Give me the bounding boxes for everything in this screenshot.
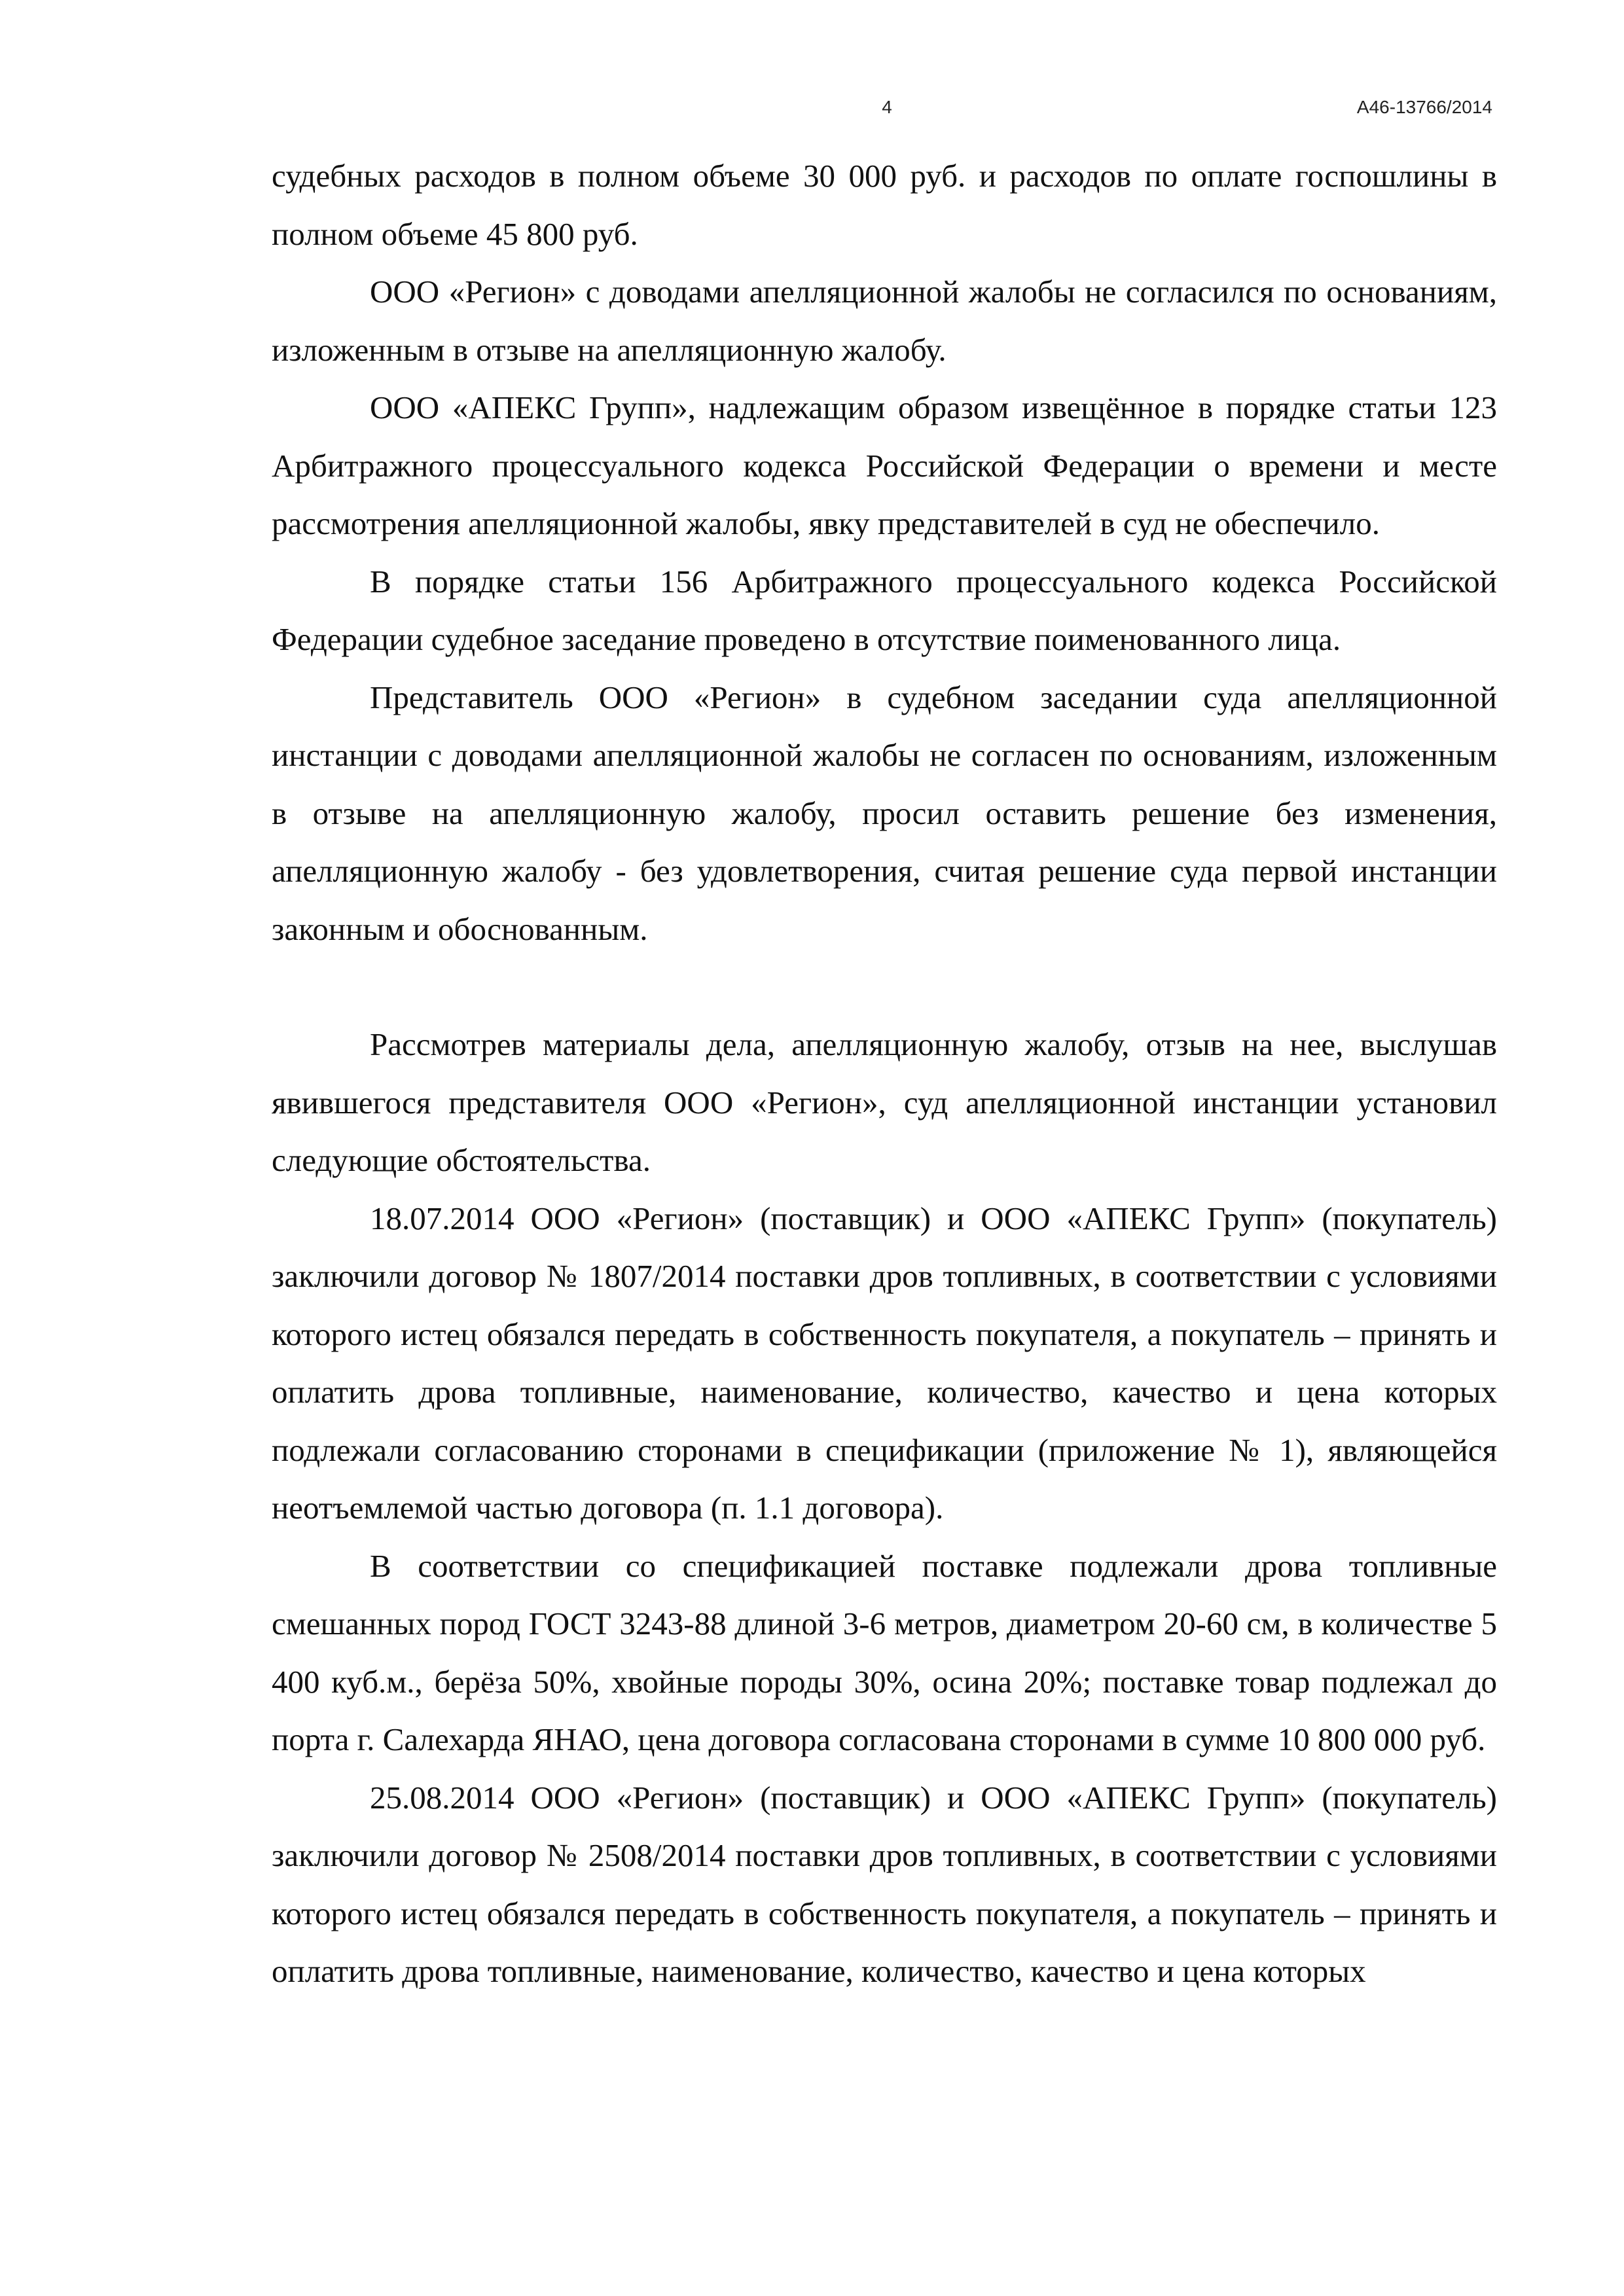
paragraph-apex-notice: ООО «АПЕКС Групп», надлежащим образом извещённое в порядке статьи 123 Арбитражного процессуального кодекса Российской Федерации о времени и месте рассмотрения апелляционной жалобы, явку представителей в суд не обеспечило.: [272, 389, 1497, 541]
paragraph-contract-2508: 25.08.2014 ООО «Регион» (поставщик) и ООО «АПЕКС Групп» (покупатель) заключили договор № 2508/2014 поставки дров топливных, в соответствии с условиями которого истец обязался передать в собственность покупателя, а покупатель – принять и оплатить дрова топливные, наименование, количество, качество и цена которых: [272, 1779, 1497, 1989]
paragraph-continuation: судебных расходов в полном объеме 30 000 руб. и расходов по оплате госпошлины в полном объеме 45 800 руб.: [272, 158, 1497, 252]
paragraph-region-representative: Представитель ООО «Регион» в судебном заседании суда апелляционной инстанции с доводами апелляционной жалобы не согласен по основаниям, изложенным в отзыве на апелляционную жалобу, просил оставить решение без изменения, апелляционную жалобу - без удовлетворения, считая решение суда первой инстанции законным и обоснованным.: [272, 679, 1497, 947]
paragraph-court-findings: Рассмотрев материалы дела, апелляционную жалобу, отзыв на нее, выслушав явившегося представителя ООО «Регион», суд апелляционной инстанции установил следующие обстоятельства.: [272, 1026, 1497, 1178]
paragraph-specification: В соответствии со спецификацией поставке подлежали дрова топливные смешанных пород ГОСТ 3243-88 длиной 3-6 метров, диаметром 20-60 см, в количестве 5 400 куб.м., берёза 50%, хвойные породы 30%, осина 20%; поставке товар подлежал до порта г. Салехарда ЯНАО, цена договора согласована сторонами в сумме 10 800 000 руб.: [272, 1547, 1497, 1757]
document-body: [272, 147, 1497, 2001]
page-number: 4: [882, 97, 892, 117]
paragraph-contract-1807: 18.07.2014 ООО «Регион» (поставщик) и ООО «АПЕКС Групп» (покупатель) заключили договор № 1807/2014 поставки дров топливных, в соответствии с условиями которого истец обязался передать в собственность покупателя, а покупатель – принять и оплатить дрова топливные, наименование, количество, качество и цена которых подлежали согласованию сторонами в спецификации (приложение № 1), являющейся неотъемлемой частью договора (п. 1.1 договора).: [272, 1200, 1497, 1526]
paragraph-article-156: В порядке статьи 156 Арбитражного процессуального кодекса Российской Федерации судебное заседание проведено в отсутствие поименованного лица.: [272, 563, 1497, 657]
paragraph-spacer: [272, 958, 1497, 1016]
paragraph-region-objection: ООО «Регион» с доводами апелляционной жалобы не согласился по основаниям, изложенным в отзыве на апелляционную жалобу.: [272, 274, 1497, 368]
case-number: А46-13766/2014: [1356, 97, 1492, 117]
